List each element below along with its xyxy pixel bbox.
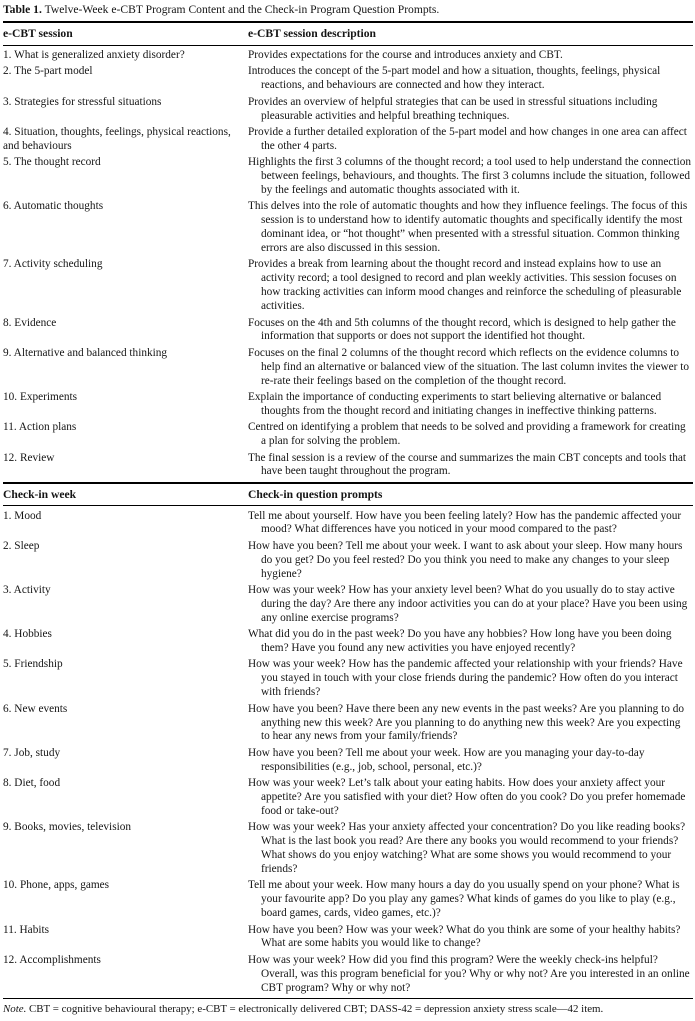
description-cell: How was your week? Let’s talk about your eating habits. How does your anxiety affect your appetite? Are you satisfied with your diet? How often do you cook? Do you prefer homemade food or take-out?: [248, 777, 686, 817]
session-cell: 6. Automatic thoughts: [3, 200, 104, 213]
section1-body: [3, 45, 693, 483]
session-cell: 9. Alternative and balanced thinking: [3, 346, 168, 359]
description-cell: Tell me about yourself. How have you been feeling lately? How has the pandemic affected your mood? What differences have you noticed in your mood compared to the past?: [248, 509, 682, 536]
table-title: [3, 3, 693, 17]
description-cell: How have you been? Tell me about your week. I want to ask about your sleep. How many hours do you get? Do you feel rested? Do you think you need to make any changes to your sleep hygiene?: [248, 539, 683, 580]
table-row: [3, 347, 693, 391]
session-cell: 12. Accomplishments: [3, 953, 101, 966]
description-cell: Provides an overview of helpful strategies that can be used in stressful situations including pleasurable activities and helpful breathing techniques.: [248, 95, 658, 122]
table-row: [3, 658, 693, 702]
description-cell: How was your week? How has your anxiety level been? What do you usually do to stay active during the day? Are there any indoor activities you can do at your place? Have you been using any online exercise programs?: [248, 584, 688, 624]
session-cell: 2. Sleep: [3, 539, 40, 552]
description-cell: Provide a further detailed exploration of the 5-part model and how changes in one area can affect the other 4 parts.: [248, 125, 687, 152]
session-cell: 12. Review: [3, 451, 55, 464]
table-row: [3, 628, 693, 658]
description-cell: The final session is a review of the course and summarizes the main CBT concepts and tools that have been taught throughout the program.: [248, 451, 687, 478]
section1-header-row: [3, 22, 693, 45]
table-row: [3, 452, 693, 483]
session-cell: 1. Mood: [3, 509, 42, 522]
table-number-label: Table 1.: [3, 3, 42, 16]
session-cell: 11. Action plans: [3, 421, 77, 434]
table-row: [3, 126, 693, 156]
table-row: [3, 540, 693, 584]
session-cell: 2. The 5-part model: [3, 65, 93, 78]
column-header-checkin-prompts: Check-in question prompts: [248, 483, 693, 506]
description-cell: How was your week? Has your anxiety affected your concentration? Do you like reading books? What is the last book you read? Are there any books you would recommend to your friends? What shows do you enjoy watching? What are some shows you would recommend to your friends?: [248, 821, 686, 875]
note-label: Note.: [3, 1002, 27, 1015]
session-cell: 10. Phone, apps, games: [3, 879, 110, 892]
session-cell: 3. Activity: [3, 584, 51, 597]
session-cell: 3. Strategies for stressful situations: [3, 95, 162, 108]
description-cell: Focuses on the final 2 columns of the thought record which reflects on the evidence columns to help find an alternative or balanced view of the situation. The last column invites the viewer to re-rate their feelings based on the completion of the thought record.: [248, 346, 690, 387]
description-cell: Explain the importance of conducting experiments to start believing alternative or balanced thoughts from the thought record and initiating changes in ineffective thinking patterns.: [248, 390, 662, 417]
description-cell: Focuses on the 4th and 5th columns of the thought record, which is designed to help gather the information that supports or does not support the identified hot thought.: [248, 316, 676, 343]
table-row: [3, 391, 693, 421]
description-cell: Highlights the first 3 columns of the thought record; a tool used to help understand the connection between feelings, behaviours, and thoughts. The first 3 columns include the situation, followed by the feelings and automatic thoughts associated with it.: [248, 156, 691, 197]
description-cell: Centred on identifying a problem that needs to be solved and providing a framework for creating a plan for solving the problem.: [248, 421, 686, 448]
note-text: CBT = cognitive behavioural therapy; e-CBT = electronically delivered CBT; DASS-42 = depression anxiety stress scale—42 item.: [26, 1002, 604, 1015]
table-row: [3, 506, 693, 540]
session-cell: 7. Activity scheduling: [3, 258, 103, 271]
description-cell: Provides a break from learning about the thought record and instead explains how to use an activity record; a tool designed to record and plan weekly activities. This session focuses on how tracking activities can inform mood changes and reinforce the scheduling of pleasurable activities.: [248, 258, 682, 313]
program-table: [3, 21, 693, 999]
description-cell: How was your week? How did you find this program? Were the weekly check-ins helpful? Overall, was this program beneficial for you? Why or why not? Are you interested in an online CBT program? Why or why not?: [248, 953, 690, 994]
table-row: [3, 156, 693, 200]
description-cell: How was your week? How has the pandemic affected your relationship with your friends? Have you stayed in touch with your close friends during the pandemic? How often do you interact with friends?: [248, 658, 683, 699]
table-row: [3, 777, 693, 821]
session-cell: 11. Habits: [3, 923, 50, 936]
column-header-description: e-CBT session description: [248, 22, 693, 45]
table-title-text: Twelve-Week e-CBT Program Content and the Check-in Program Question Prompts.: [41, 3, 440, 16]
section2-body: [3, 483, 693, 999]
table-row: [3, 96, 693, 126]
session-cell: 8. Diet, food: [3, 777, 61, 790]
table-row: [3, 258, 693, 316]
table-row: [3, 954, 693, 999]
table-row: [3, 924, 693, 954]
session-cell: 5. The thought record: [3, 156, 101, 169]
description-cell: Tell me about your week. How many hours a day do you usually spend on your phone? What is your favourite app? Do you play any games? What kinds of games do you like to play (e.g., board games, cards, video games, etc.)?: [248, 879, 680, 920]
section2-header-row: [3, 483, 693, 506]
session-cell: 5. Friendship: [3, 658, 63, 671]
description-cell: How have you been? Tell me about your week. How are you managing your day-to-day responsibilities (e.g., job, school, personal, etc.)?: [248, 746, 645, 773]
session-cell: 9. Books, movies, television: [3, 821, 132, 834]
description-cell: Provides expectations for the course and introduces anxiety and CBT.: [248, 49, 563, 61]
table-row: [3, 879, 693, 923]
table-note: [3, 1003, 693, 1017]
description-cell: What did you do in the past week? Do you have any hobbies? How long have you been doing them? Have you found any new activities you have enjoyed recently?: [248, 628, 672, 655]
session-cell: 10. Experiments: [3, 390, 78, 403]
column-header-session: e-CBT session: [3, 22, 248, 45]
table-row: [3, 421, 693, 451]
session-cell: 7. Job, study: [3, 746, 61, 759]
table-row: [3, 703, 693, 747]
table-row: [3, 317, 693, 347]
column-header-checkin-week: Check-in week: [3, 483, 248, 506]
table-row: [3, 584, 693, 628]
description-cell: How have you been? How was your week? What do you think are some of your healthy habits? What are some habits you would like to change?: [248, 923, 681, 950]
table-row: [3, 821, 693, 879]
description-cell: This delves into the role of automatic thoughts and how they influence feelings. The focus of this session is to understand how to identify automatic thoughts and specifically identify the most dominant idea, or “hot thought” when presented with a stressful situation. Common thinking errors are also discussed in this session.: [248, 200, 688, 255]
description-cell: How have you been? Have there been any new events in the past weeks? Are you planning to do anything new this week? Are you planning to do anything new this week? Are you expecting to hear any news from your family/friends?: [248, 702, 685, 743]
session-cell: 1. What is generalized anxiety disorder?: [3, 49, 185, 61]
session-cell: 4. Hobbies: [3, 628, 52, 641]
table-row: [3, 65, 693, 95]
table-row: [3, 45, 693, 65]
table-row: [3, 747, 693, 777]
table-row: [3, 200, 693, 258]
description-cell: Introduces the concept of the 5-part model and how a situation, thoughts, feelings, physical reactions, and behaviours are connected and how they interact.: [248, 65, 661, 92]
session-cell: 4. Situation, thoughts, feelings, physical reactions, and behaviours: [3, 125, 231, 152]
session-cell: 6. New events: [3, 702, 68, 715]
session-cell: 8. Evidence: [3, 316, 57, 329]
